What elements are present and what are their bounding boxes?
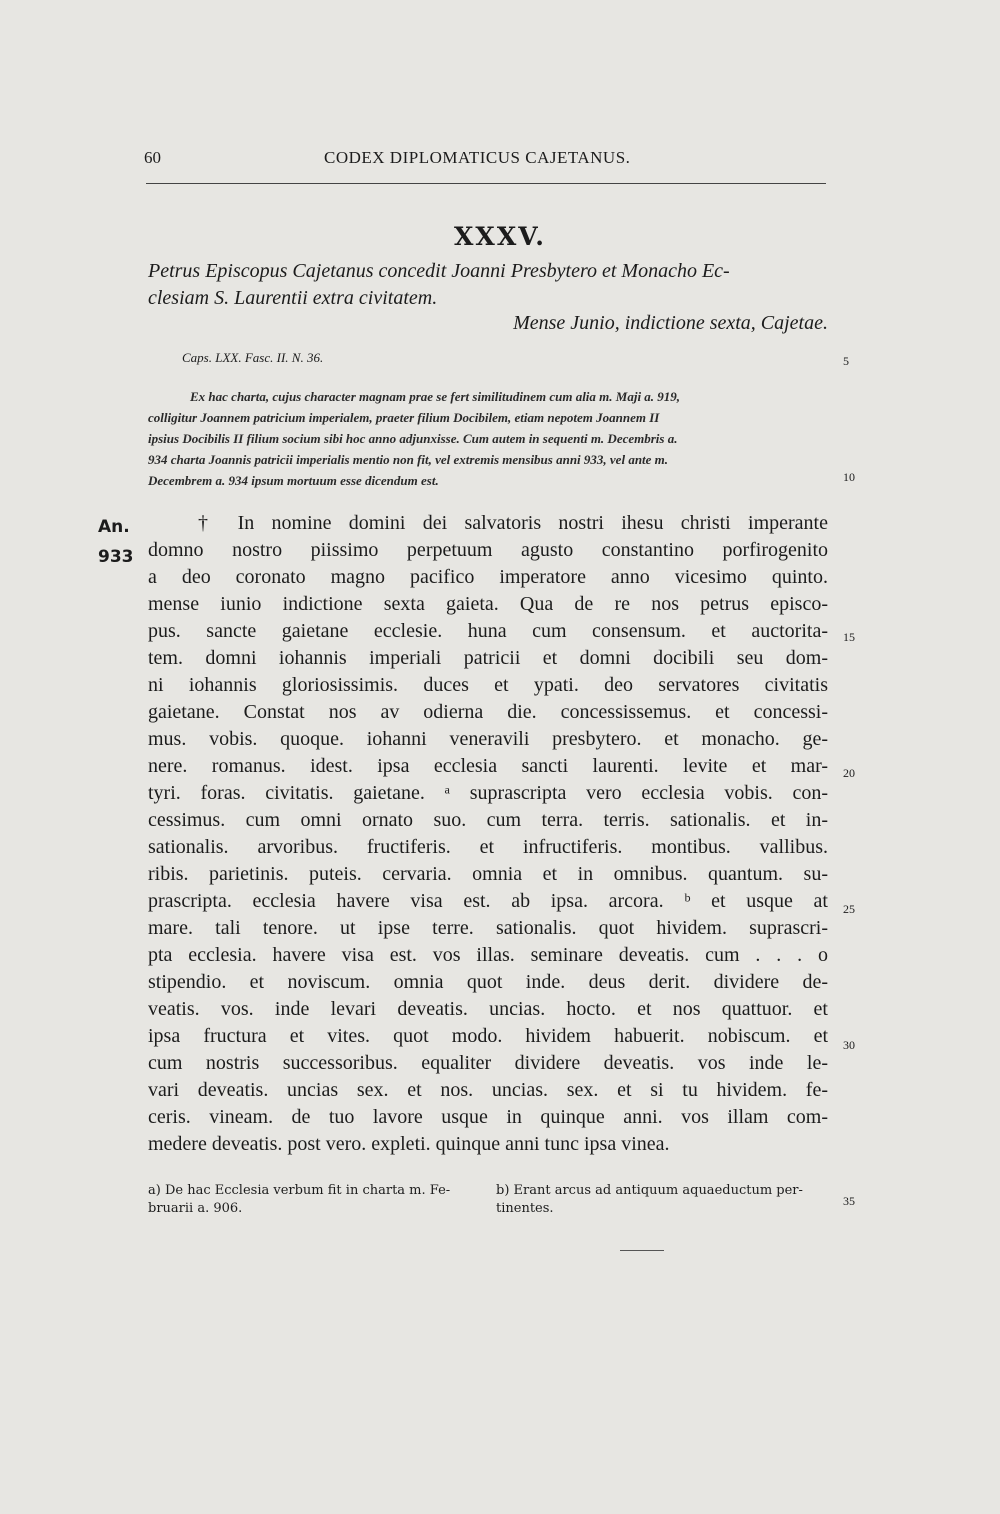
footnote-a: a) De hac Ecclesia verbum fit in charta m. Fe- bruarii a. 906. [148,1183,451,1216]
summary-line: Petrus Episcopus Cajetanus concedit Joanni Presbytero et Monacho Ec- [148,260,730,282]
end-rule [620,1250,664,1251]
editorial-note [148,386,828,491]
text-line: prascripta. ecclesia havere visa est. ab ipsa. arcora. ᵇ et usque at [148,890,828,912]
text-line: mare. tali tenore. ut ipse terre. sationalis. quot hividem. suprascri- [148,917,828,939]
line-number: 10 [843,470,855,484]
text-line: pta ecclesia. havere visa est. vos illas. seminare deveatis. cum . . . o [148,944,828,966]
text-line: gaietane. Constat nos av odierna die. concessissemus. et concessi- [148,701,828,723]
charter-text [148,510,828,1158]
text-line: † In nomine domini dei salvatoris nostri ihesu christi imperante [198,512,828,534]
text-line: veatis. vos. inde levari deveatis. uncias. hocto. et nos quattuor. et [148,998,828,1020]
text-line: vari deveatis. uncias sex. et nos. uncias. sex. et si tu hividem. fe- [148,1079,828,1101]
footnote-b: b) Erant arcus ad antiquum aquaeductum per- tinentes. [496,1183,803,1216]
text-line: sationalis. arvoribus. fructiferis. et infructiferis. montibus. vallibus. [148,836,828,858]
dateline: Mense Junio, indictione sexta, Cajetae. [513,312,828,334]
margin-year [98,512,134,572]
archive-reference: Caps. LXX. Fasc. II. N. 36. [182,350,324,365]
note-line: ipsius Docibilis II filium socium sibi hoc anno adjunxisse. Cum autem in sequenti m. Decembris a. [148,431,678,446]
line-number: 30 [843,1038,855,1052]
line-number: 15 [843,630,855,644]
charter-numeral: XXXV. [454,222,546,251]
text-line: medere deveatis. post vero. expleti. quinque anni tunc ipsa vinea. [148,1133,670,1155]
note-line: 934 charta Joannis patricii imperialis mentio non fit, vel extremis mensibus anni 933, vel ante m. [148,452,669,467]
text-line: ni iohannis gloriosissimis. duces et ypati. deo servatores civitatis [148,674,828,696]
note-line: Decembrem a. 934 ipsum mortuum esse dicendum est. [148,473,439,488]
text-line: domno nostro piissimo perpetuum agusto constantino porfirogenito [148,539,828,561]
text-line: tyri. foras. civitatis. gaietane. ᵃ suprascripta vero ecclesia vobis. con- [148,782,828,804]
text-line: cessimus. cum omni ornato suo. cum terra. terris. sationalis. et in- [148,809,828,831]
text-line: ceris. vineam. de tuo lavore usque in quinque anni. vos illam com- [148,1106,828,1128]
text-line: mense iunio indictione sexta gaieta. Qua de re nos petrus episco- [148,593,828,615]
charter-summary [148,258,838,312]
line-number: 20 [843,766,855,780]
text-line: ipsa fructura et vites. quot modo. hividem habuerit. nobiscum. et [148,1025,828,1047]
note-line: Ex hac charta, cujus character magnam prae se fert similitudinem cum alia m. Maji a. 919, [190,389,681,404]
text-line: pus. sancte gaietane ecclesie. huna cum consensum. et auctorita- [148,620,828,642]
text-line: tem. domni iohannis imperiali patricii et domni docibili seu dom- [148,647,828,669]
margin-year-label: An. [98,517,130,537]
text-line: cum nostris successoribus. equaliter dividere deveatis. vos inde le- [148,1052,828,1074]
summary-line: clesiam S. Laurentii extra civitatem. [148,287,438,309]
text-line: a deo coronato magno pacifico imperatore anno vicesimo quinto. [148,566,828,588]
text-line: nere. romanus. idest. ipsa ecclesia sancti laurenti. levite et mar- [148,755,828,777]
text-line: ribis. parietinis. puteis. cervaria. omnia et in omnibus. quantum. su- [148,863,828,885]
running-title: CODEX DIPLOMATICUS CAJETANUS. [324,148,631,167]
header-rule [146,183,826,184]
line-number: 35 [843,1194,855,1208]
page-number: 60 [144,148,161,167]
text-line: mus. vobis. quoque. iohanni veneravili presbytero. et monacho. ge- [148,728,828,750]
margin-year-value: 933 [98,547,134,567]
line-number: 5 [843,354,849,368]
line-number: 25 [843,902,855,916]
text-line: stipendio. et noviscum. omnia quot inde. deus derit. dividere de- [148,971,828,993]
note-line: colligitur Joannem patricium imperialem, praeter filium Docibilem, etiam nepotem Joannem II [148,410,660,425]
